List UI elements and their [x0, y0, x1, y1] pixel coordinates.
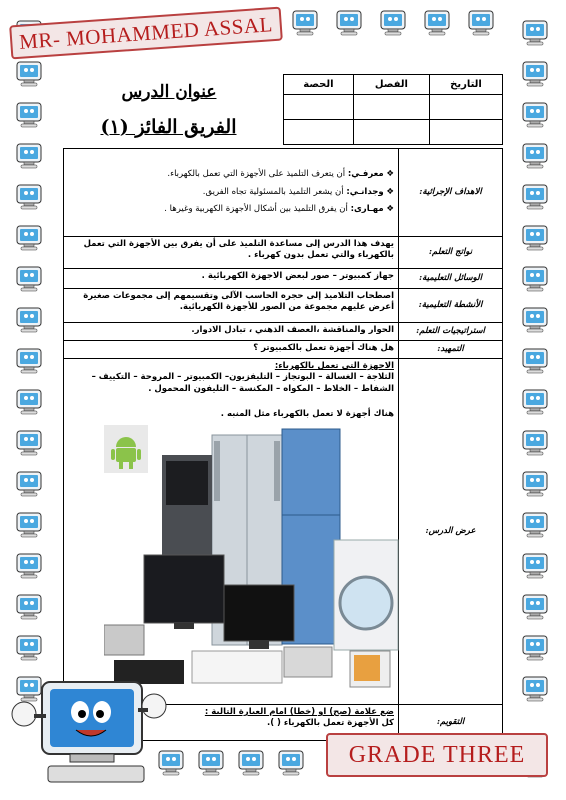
intro-content: هل هناك أجهزة تعمل بالكمبيوتر ؟ [64, 341, 399, 359]
activities-label: الأنشطة التعليمية: [399, 289, 503, 323]
lesson-name: الفريق الفائز (١) [100, 116, 237, 138]
period-cell [284, 120, 354, 145]
computer-icon [520, 469, 550, 499]
computer-icon [14, 346, 44, 376]
washing-machine-icon [334, 540, 398, 650]
computer-icon [14, 59, 44, 89]
computer-icon [14, 592, 44, 622]
appliance-list: الثلاجة – الغسالة – البوتجاز – التليفزيون– الكمبيوتر – المروحة – التكييف – الشفاط – الخلاط – المكواه – المكنسة – التليفون المحمول . [91, 372, 394, 394]
computer-icon [290, 8, 320, 38]
non-electric-note: هناك أجهزة لا تعمل بالكهرباء مثل المنبه . [220, 409, 394, 420]
grade-banner: GRADE THREE [326, 733, 548, 777]
computer-icon [422, 8, 452, 38]
computer-icon [334, 8, 364, 38]
computer-icon [196, 748, 226, 778]
appliances-image [68, 425, 394, 693]
presentation-content [64, 359, 399, 705]
date-class-period-table [283, 74, 503, 145]
lesson-title-label: عنوان الدرس [121, 82, 217, 102]
computer-icon [14, 223, 44, 253]
evaluation-label: التقويم: [399, 705, 503, 741]
computer-icon [520, 264, 550, 294]
computer-icon [14, 141, 44, 171]
teacher-name-banner: MR- MOHAMMED ASSAL [9, 7, 283, 60]
date-cell [430, 95, 503, 120]
television-icon [144, 555, 224, 629]
period-cell [284, 95, 354, 120]
computer-icon [520, 633, 550, 663]
objective-item: ❖ وجدانـي: أن يشعر التلميذ بالمسئولية تجاه الفريق. [202, 186, 394, 197]
computer-icon [14, 264, 44, 294]
computer-icon [14, 633, 44, 663]
computer-icon [378, 8, 408, 38]
computer-icon [520, 592, 550, 622]
presentation-row [64, 359, 503, 705]
computer-icon [520, 182, 550, 212]
computer-icon [14, 551, 44, 581]
computer-icon [276, 748, 306, 778]
activities-content: اصطحاب التلاميذ إلى حجره الحاسب الآلى وتقسيمهم إلى مجموعات صغيرة أعرض عليهم مجموعة من الصور للأجهزة الكهربائية. [64, 289, 399, 323]
date-header: التاريخ [430, 75, 503, 95]
computer-icon [14, 428, 44, 458]
objectives-row [64, 149, 503, 237]
computer-icon [14, 387, 44, 417]
objective-item: ❖ معرفـي: أن يتعرف التلميذ على الأجهزة التي تعمل بالكهرباء. [167, 169, 394, 180]
presentation-heading: الاجهزة التى تعمل بالكهرباء: [274, 361, 394, 371]
computer-icon [520, 551, 550, 581]
computer-icon [520, 428, 550, 458]
strategies-label: استراتيجيات التعلم: [399, 323, 503, 341]
computer-icon [520, 100, 550, 130]
computer-icon [520, 141, 550, 171]
evaluation-instruction: ضع علامة (صح) او (خطا) امام العبارة التالية : [204, 707, 394, 717]
android-robot-icon [104, 425, 148, 473]
monitor-icon [224, 585, 294, 649]
class-cell [353, 95, 429, 120]
computer-icon [14, 100, 44, 130]
objectives-label: الاهداف الإجرائية: [399, 149, 503, 237]
computer-icon [520, 59, 550, 89]
computer-icon [520, 223, 550, 253]
computer-icon [520, 674, 550, 704]
intro-label: التمهيد: [399, 341, 503, 359]
computer-icon [520, 346, 550, 376]
computer-icon [520, 510, 550, 540]
period-header: الحصة [284, 75, 354, 95]
computer-icon [520, 18, 550, 48]
outcomes-content: يهدف هذا الدرس إلى مساعدة التلميذ على أن يفرق بين الأجهزة التي تعمل بالكهرباء والتي تعمل بدون كهرباء . [64, 237, 399, 269]
computer-icon [236, 748, 266, 778]
tools-content: جهاز كمبيوتر – صور لبعض الاجهزة الكهربائية . [64, 269, 399, 289]
date-cell [430, 120, 503, 145]
lesson-plan-table [63, 148, 503, 741]
tools-row [64, 269, 503, 289]
outcomes-label: نواتج التعلم: [399, 237, 503, 269]
class-header: الفصل [353, 75, 429, 95]
strategies-content: الحوار والمناقشة ،العصف الذهني ، تبادل الادوار. [64, 323, 399, 341]
computer-icon [520, 305, 550, 335]
objective-item: ❖ مهـارى: أن يفرق التلميذ بين أشكال الأجهزة الكهربية وغيرها . [164, 204, 394, 215]
tools-label: الوسائل التعليمية: [399, 269, 503, 289]
strategies-row [64, 323, 503, 341]
class-cell [353, 120, 429, 145]
appliances-illustration [104, 425, 404, 693]
evaluation-statement: كل الأجهزة تعمل بالكهرباء ( ). [266, 718, 394, 729]
computer-icon [14, 469, 44, 499]
computer-icon [14, 305, 44, 335]
computer-icon [520, 387, 550, 417]
activities-row [64, 289, 503, 323]
intro-row [64, 341, 503, 359]
computer-icon [14, 182, 44, 212]
computer-mascot-icon [8, 676, 168, 794]
computer-icon [466, 8, 496, 38]
objectives-content [64, 149, 399, 237]
computer-icon [14, 510, 44, 540]
outcomes-row [64, 237, 503, 269]
presentation-label: عرض الدرس: [399, 359, 503, 705]
